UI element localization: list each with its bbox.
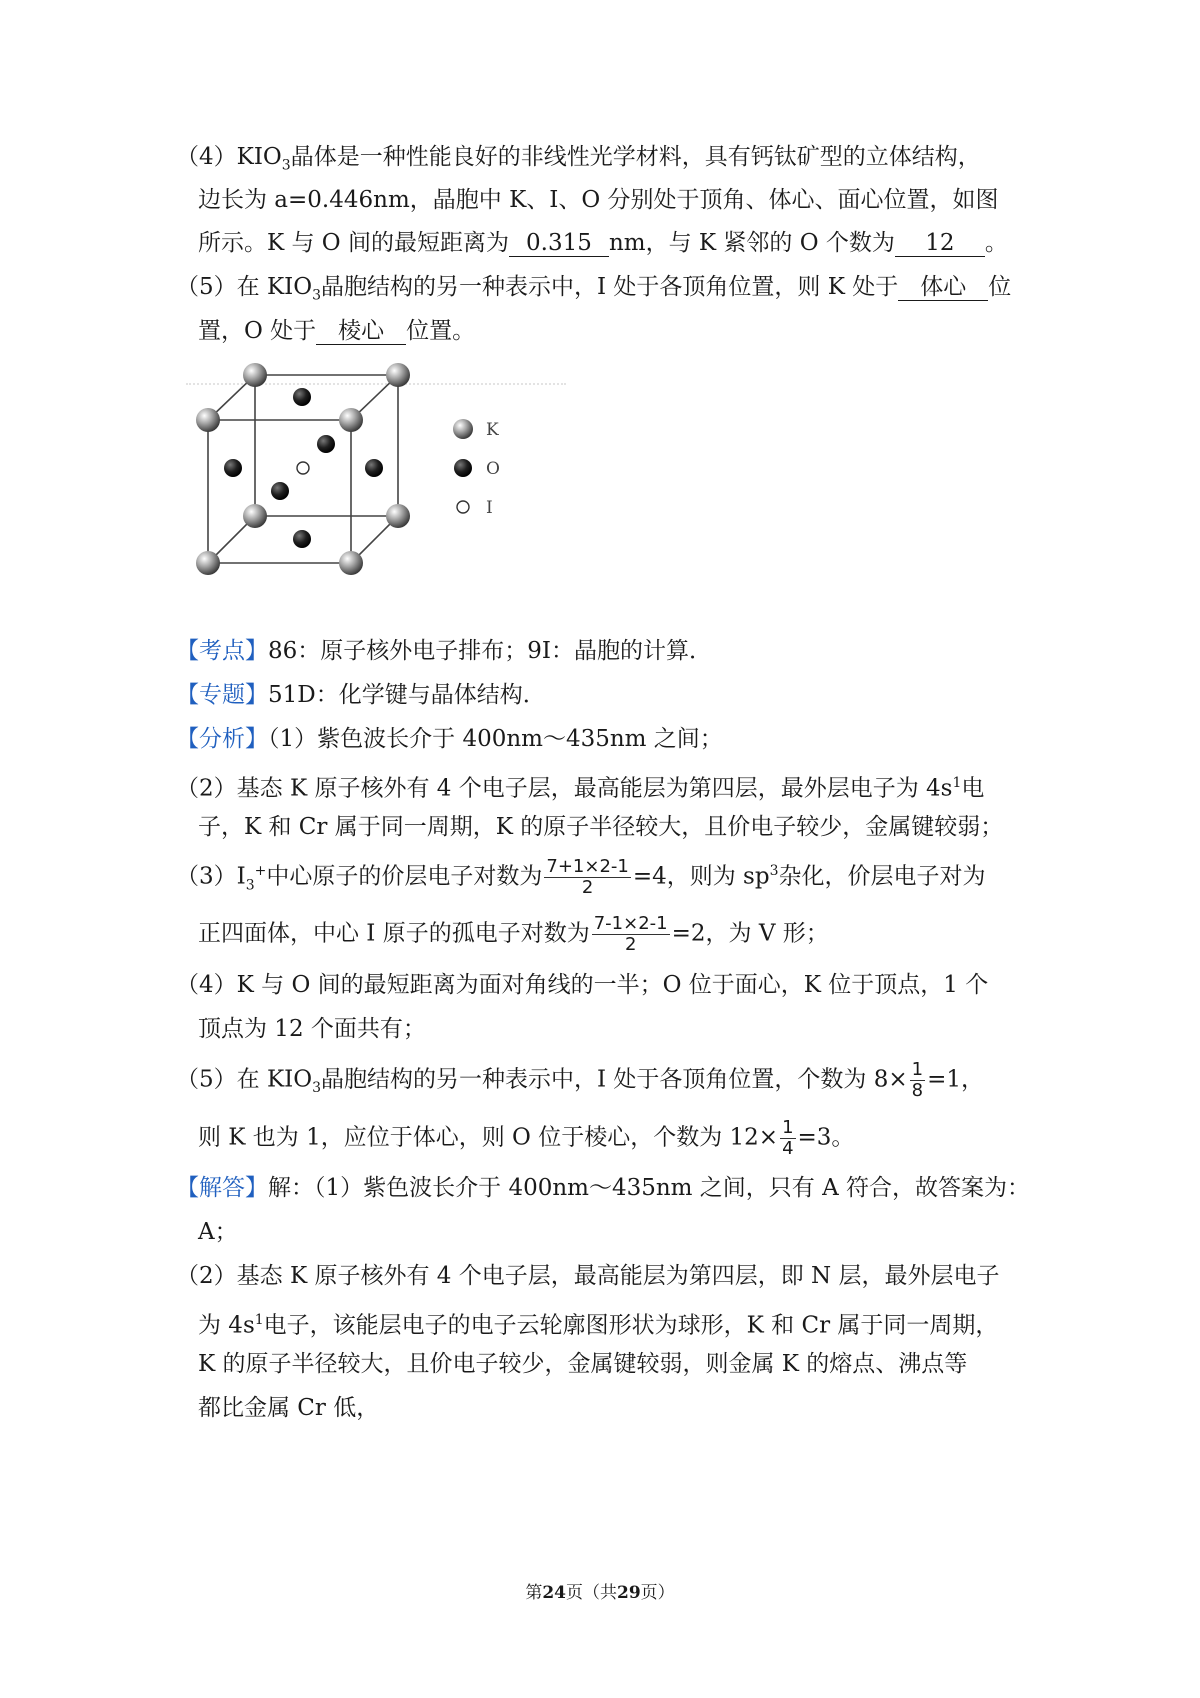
answer-blank-o-position: 棱心 bbox=[316, 318, 406, 345]
q4-line-1: $(4)KIO_3$晶体是一种性能良好的非线性光学材料，具有钙钛矿型的立体结构， bbox=[176, 144, 981, 174]
answer-blank-distance: 0.315 bbox=[509, 230, 609, 257]
analysis-3-line-2: 正四面体，中心 I 原子的孤电子对数为 $\frac{7-1\times 2-1}{2}$ =2，为 V 形； bbox=[198, 913, 829, 955]
fraction: $\frac{1}{4}$ bbox=[782, 1117, 794, 1159]
current-page-number: 24 bbox=[542, 1583, 566, 1603]
answer-2-line-4: 都比金属 Cr 低， bbox=[198, 1395, 380, 1421]
analysis-4-line-1: （4）K 与 O 间的最短距离为面对角线的一半；O 位于面心，K 位于顶点，1 个 bbox=[176, 972, 989, 998]
jieda-tag: 【解答】 bbox=[176, 1175, 268, 1201]
crystal-legend bbox=[448, 412, 518, 522]
q5-line-2: 置，O 处于 棱心 位置。 bbox=[198, 318, 476, 344]
kaodian-tag: 【考点】 bbox=[176, 638, 268, 664]
answer-2-line-2: 为 $4s^1$电子，该能层电子的电子云轮廓图形状为球形，K 和 Cr 属于同一周期， bbox=[198, 1312, 999, 1339]
answer-2-line-3: K 的原子半径较大，且价电子较少，金属键较弱，则金属 K 的熔点、沸点等 bbox=[198, 1351, 968, 1377]
page-footer: 第24页（共29页） bbox=[525, 1583, 675, 1603]
legend-i-label: I bbox=[486, 498, 493, 518]
fenxi-tag: 【分析】 bbox=[176, 726, 268, 752]
jieda-line-2: A； bbox=[198, 1219, 238, 1245]
analysis-4-line-2: 顶点为 12 个面共有； bbox=[198, 1016, 426, 1042]
legend-k-marker bbox=[453, 419, 473, 439]
answer-blank-count: 12 bbox=[895, 230, 985, 257]
analysis-5-line-2: 则 K 也为 1，应位于体心，则 O 位于棱心，个数为 12× $\frac{1}{4}$ =3。 bbox=[198, 1117, 855, 1159]
fraction: $\frac{7-1\times 2-1}{2}$ bbox=[593, 913, 668, 955]
analysis-2-line-1: （2）基态 K 原子核外有 4 个电子层，最高能层为第四层，最外层电子为 $4s^1$电 bbox=[176, 775, 985, 802]
total-pages-number: 29 bbox=[617, 1583, 641, 1603]
legend-i-marker bbox=[457, 501, 469, 513]
zhuanti-tag: 【专题】 bbox=[176, 682, 268, 708]
fraction: $\frac{1}{8}$ bbox=[911, 1059, 924, 1101]
analysis-3-line-1: $(3)I_3^+$中心原子的价层电子对数为 $\frac{7+1\times 2-1}{2}$ =4，则为 $sp^3$杂化，价层电子对为 bbox=[176, 856, 986, 899]
fraction: $\frac{7+1\times 2-1}{2}$ bbox=[546, 856, 629, 899]
legend-o-marker bbox=[454, 459, 472, 477]
jieda-line: 【解答】解：（1）紫色波长介于 400nm～435nm 之间，只有 A 符合，故答案为： bbox=[176, 1175, 1031, 1201]
analysis-5-line-1: （5）在 $KIO_3$晶胞结构的另一种表示中，I 处于各顶角位置，个数为 8× $\frac{1}{8}$ =1， bbox=[176, 1059, 984, 1101]
q4-line-3: 所示。K 与 O 间的最短距离为 0.315 nm，与 K 紧邻的 O 个数为 12 。 bbox=[198, 230, 1008, 256]
q4-line-2: 边长为 a=0.446nm，晶胞中 K、I、O 分别处于顶角、体心、面心位置，如图 bbox=[198, 187, 999, 213]
i-atom bbox=[297, 462, 309, 474]
fenxi-line: 【分析】（1）紫色波长介于 400nm～435nm 之间； bbox=[176, 726, 723, 752]
legend-k-label: K bbox=[486, 420, 499, 440]
legend-o-label: O bbox=[486, 459, 500, 479]
kaodian-line: 【考点】86：原子核外电子排布；9I：晶胞的计算． bbox=[176, 638, 712, 664]
q5-line-1: （5）在 $KIO_3$晶胞结构的另一种表示中，I 处于各顶角位置，则 K 处于 体心 位 bbox=[176, 274, 1012, 304]
analysis-2-line-2: 子，K 和 Cr 属于同一周期，K 的原子半径较大，且价电子较少，金属键较弱； bbox=[198, 814, 1004, 840]
answer-2-line-1: （2）基态 K 原子核外有 4 个电子层，最高能层为第四层，即 N 层，最外层电子 bbox=[176, 1263, 1000, 1289]
zhuanti-line: 【专题】51D：化学键与晶体结构． bbox=[176, 682, 546, 708]
answer-blank-k-position: 体心 bbox=[898, 274, 988, 301]
